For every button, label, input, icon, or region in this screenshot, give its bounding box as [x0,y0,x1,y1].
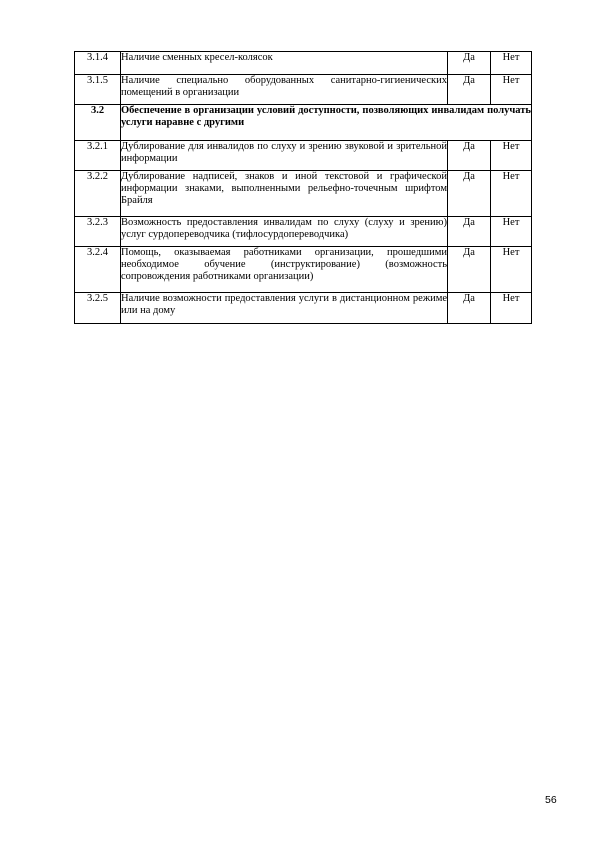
answer-yes: Да [448,293,491,324]
answer-no: Нет [491,141,532,171]
answer-yes: Да [448,217,491,247]
table-row [75,75,532,105]
item-text: Дублирование для инвалидов по слуху и зрению звуковой и зрительной информации [121,141,448,171]
accessibility-criteria-table [74,51,532,324]
answer-no: Нет [491,171,532,217]
item-number: 3.2.3 [75,217,121,247]
item-text: Дублирование надписей, знаков и иной текстовой и графической информации знаками, выполненными рельефно-точечным шрифтом Брайля [121,171,448,217]
answer-no: Нет [491,52,532,75]
answer-yes: Да [448,171,491,217]
answer-no: Нет [491,247,532,293]
item-number: 3.2.1 [75,141,121,171]
table-row [75,171,532,217]
table-row [75,52,532,75]
section-title: Обеспечение в организации условий доступности, позволяющих инвалидам получать услуги наравне с другими [121,105,532,141]
section-number: 3.2 [75,105,121,141]
answer-no: Нет [491,293,532,324]
item-number: 3.2.5 [75,293,121,324]
answer-no: Нет [491,75,532,105]
table-row [75,247,532,293]
section-header-row [75,105,532,141]
item-number: 3.1.4 [75,52,121,75]
item-number: 3.1.5 [75,75,121,105]
answer-yes: Да [448,247,491,293]
answer-no: Нет [491,217,532,247]
item-text: Наличие возможности предоставления услуги в дистанционном режиме или на дому [121,293,448,324]
answer-yes: Да [448,141,491,171]
item-text: Наличие сменных кресел-колясок [121,52,448,75]
answer-yes: Да [448,75,491,105]
item-text: Наличие специально оборудованных санитарно-гигиенических помещений в организации [121,75,448,105]
item-text: Возможность предоставления инвалидам по слуху (слуху и зрению) услуг сурдопереводчика (тифлосурдопереводчика) [121,217,448,247]
item-text: Помощь, оказываемая работниками организации, прошедшими необходимое обучение (инструктирование) (возможность сопровождения работниками организации) [121,247,448,293]
table-row [75,217,532,247]
table-row [75,141,532,171]
page-number: 56 [545,794,557,806]
item-number: 3.2.2 [75,171,121,217]
item-number: 3.2.4 [75,247,121,293]
table-row [75,293,532,324]
answer-yes: Да [448,52,491,75]
